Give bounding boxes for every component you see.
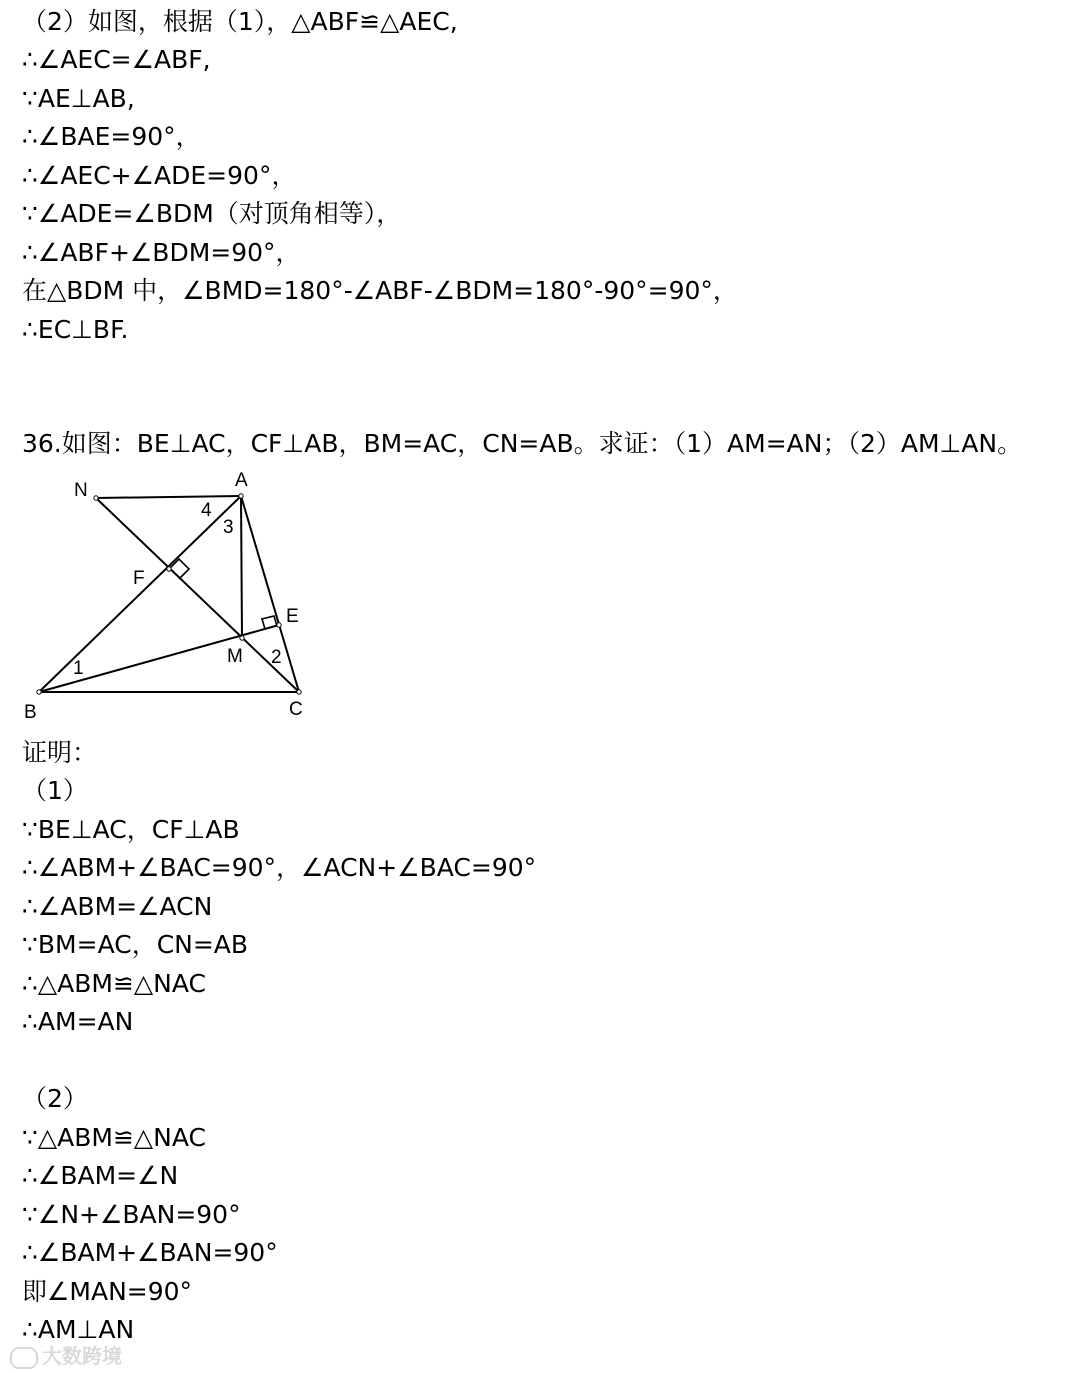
label-F: F <box>133 568 145 589</box>
label-B: B <box>24 702 37 723</box>
text-line: ∵∠ADE=∠BDM（对顶角相等）， <box>22 199 402 228</box>
proof-line: ∵△ABM≌△NAC <box>22 1123 206 1152</box>
proof-line: ∴△ABM≌△NAC <box>22 969 206 998</box>
segment-NA <box>96 496 241 498</box>
proof-part1-label: （1） <box>22 776 88 805</box>
text-line: ∴∠AEC=∠ABF, <box>22 45 211 74</box>
proof-line: ∴∠ABM=∠ACN <box>22 892 213 921</box>
geometry-diagram <box>18 468 338 730</box>
segment-NC <box>96 498 299 692</box>
text-line: 在△BDM 中，∠BMD=180°-∠ABF-∠BDM=180°-90°=90°， <box>22 276 738 305</box>
label-E: E <box>286 606 299 627</box>
point-F <box>167 567 171 571</box>
watermark <box>10 1340 122 1369</box>
label-A: A <box>235 470 248 491</box>
problem-statement: 36.如图：BE⊥AC，CF⊥AB，BM=AC，CN=AB。求证：（1）AM=AN；（2）AM⊥AN。 <box>22 429 1023 458</box>
proof-line: ∴AM=AN <box>22 1007 134 1036</box>
proof-line: ∴∠BAM=∠N <box>22 1161 179 1190</box>
proof-line: ∵BM=AC，CN=AB <box>22 930 249 959</box>
label-angle-3: 3 <box>223 517 234 538</box>
segment-AC <box>241 496 299 692</box>
watermark-text: 大数跨境 <box>42 1344 122 1368</box>
point-A <box>239 494 243 498</box>
proof-line: ∵BE⊥AC，CF⊥AB <box>22 815 240 844</box>
point-C <box>297 690 301 694</box>
label-angle-2: 2 <box>271 647 282 668</box>
label-angle-1: 1 <box>73 658 84 679</box>
text-line: ∴EC⊥BF. <box>22 315 129 344</box>
point-E <box>277 623 281 627</box>
text-line: ∴∠ABF+∠BDM=90°， <box>22 238 301 267</box>
proof-part2-label: （2） <box>22 1084 88 1113</box>
segment-AM <box>241 496 242 638</box>
text-line: ∴∠BAE=90°， <box>22 122 201 151</box>
point-M <box>240 636 244 640</box>
point-N <box>94 496 98 500</box>
watermark-logo-icon <box>10 1347 38 1369</box>
segment-AB <box>39 496 241 692</box>
label-N: N <box>74 480 88 501</box>
proof-line: ∴AM⊥AN <box>22 1315 135 1344</box>
label-M: M <box>227 646 243 667</box>
proof-line: ∴∠BAM+∠BAN=90° <box>22 1238 278 1267</box>
proof-line: 即∠MAN=90° <box>22 1277 193 1306</box>
text-line: （2）如图，根据（1），△ABF≌△AEC, <box>22 7 458 36</box>
text-line: ∴∠AEC+∠ADE=90°， <box>22 161 297 190</box>
label-angle-4: 4 <box>201 500 212 521</box>
geometry-figure <box>18 468 338 730</box>
point-B <box>37 690 41 694</box>
text-line: ∵AE⊥AB, <box>22 84 135 113</box>
proof-title: 证明： <box>22 738 98 767</box>
proof-line: ∵∠N+∠BAN=90° <box>22 1200 241 1229</box>
label-C: C <box>289 699 303 720</box>
proof-line: ∴∠ABM+∠BAC=90°，∠ACN+∠BAC=90° <box>22 853 537 882</box>
